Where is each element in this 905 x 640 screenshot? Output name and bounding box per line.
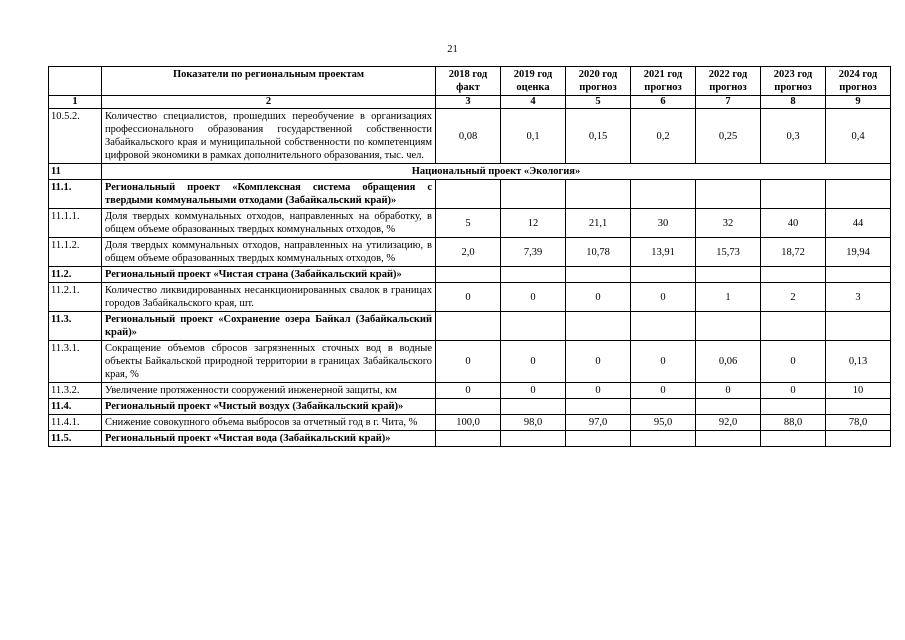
value-cell: 18,72 bbox=[761, 238, 826, 267]
indicator-row bbox=[49, 383, 891, 399]
value-cell: 0 bbox=[501, 283, 566, 312]
header-year: 2021 год прогноз bbox=[631, 67, 696, 96]
value-cell: 0 bbox=[696, 383, 761, 399]
value-cell: 1 bbox=[696, 283, 761, 312]
value-cell: 44 bbox=[826, 209, 891, 238]
value-cell bbox=[696, 180, 761, 209]
indicator-row bbox=[49, 415, 891, 431]
value-cell: 0,15 bbox=[566, 109, 631, 164]
value-cell: 98,0 bbox=[501, 415, 566, 431]
header-year: 2019 год оценка bbox=[501, 67, 566, 96]
value-cell bbox=[761, 180, 826, 209]
regional-project-title: Региональный проект «Чистая вода (Забайкальский край)» bbox=[102, 431, 436, 447]
value-cell: 92,0 bbox=[696, 415, 761, 431]
value-cell bbox=[566, 399, 631, 415]
value-cell bbox=[631, 180, 696, 209]
column-number: 3 bbox=[436, 96, 501, 109]
regional-project-row bbox=[49, 312, 891, 341]
indicator-row bbox=[49, 109, 891, 164]
column-number: 1 bbox=[49, 96, 102, 109]
value-cell: 13,91 bbox=[631, 238, 696, 267]
value-cell bbox=[501, 431, 566, 447]
value-cell bbox=[501, 267, 566, 283]
row-code: 11.1. bbox=[49, 180, 102, 209]
value-cell: 0,13 bbox=[826, 341, 891, 383]
indicator-row bbox=[49, 341, 891, 383]
regional-project-title: Региональный проект «Сохранение озера Байкал (Забайкальский край)» bbox=[102, 312, 436, 341]
column-number: 7 bbox=[696, 96, 761, 109]
value-cell: 10,78 bbox=[566, 238, 631, 267]
value-cell bbox=[436, 267, 501, 283]
value-cell: 21,1 bbox=[566, 209, 631, 238]
column-number: 8 bbox=[761, 96, 826, 109]
value-cell: 0 bbox=[761, 341, 826, 383]
table-body bbox=[49, 109, 891, 447]
row-code: 11.1.1. bbox=[49, 209, 102, 238]
value-cell: 0 bbox=[761, 383, 826, 399]
value-cell: 3 bbox=[826, 283, 891, 312]
column-number: 2 bbox=[102, 96, 436, 109]
value-cell bbox=[566, 267, 631, 283]
row-code: 11.4.1. bbox=[49, 415, 102, 431]
value-cell bbox=[826, 267, 891, 283]
value-cell: 0 bbox=[631, 383, 696, 399]
indicator-row bbox=[49, 209, 891, 238]
indicator-row bbox=[49, 283, 891, 312]
value-cell bbox=[501, 399, 566, 415]
header-code-cell bbox=[49, 67, 102, 96]
value-cell: 32 bbox=[696, 209, 761, 238]
header-year: 2018 год факт bbox=[436, 67, 501, 96]
value-cell bbox=[631, 267, 696, 283]
column-number: 9 bbox=[826, 96, 891, 109]
value-cell bbox=[696, 267, 761, 283]
header-indicator: Показатели по региональным проектам bbox=[102, 67, 436, 96]
row-code: 11.3.2. bbox=[49, 383, 102, 399]
value-cell bbox=[696, 312, 761, 341]
value-cell: 0 bbox=[566, 341, 631, 383]
value-cell: 10 bbox=[826, 383, 891, 399]
value-cell: 2,0 bbox=[436, 238, 501, 267]
indicator-text: Количество ликвидированных несанкционированных свалок в границах городов Забайкальского края, шт. bbox=[102, 283, 436, 312]
value-cell: 0 bbox=[436, 341, 501, 383]
indicator-text: Снижение совокупного объема выбросов за отчетный год в г. Чита, % bbox=[102, 415, 436, 431]
indicator-text: Увеличение протяженности сооружений инженерной защиты, км bbox=[102, 383, 436, 399]
regional-project-title: Региональный проект «Чистый воздух (Забайкальский край)» bbox=[102, 399, 436, 415]
national-project-title: Национальный проект «Экология» bbox=[102, 164, 891, 180]
header-year: 2022 год прогноз bbox=[696, 67, 761, 96]
column-number-row bbox=[49, 96, 891, 109]
value-cell bbox=[696, 431, 761, 447]
value-cell bbox=[436, 180, 501, 209]
value-cell bbox=[631, 431, 696, 447]
row-code: 11.5. bbox=[49, 431, 102, 447]
row-code: 11.3. bbox=[49, 312, 102, 341]
regional-project-row bbox=[49, 431, 891, 447]
value-cell bbox=[826, 312, 891, 341]
table-header-row bbox=[49, 67, 891, 96]
value-cell bbox=[501, 312, 566, 341]
value-cell: 0,08 bbox=[436, 109, 501, 164]
value-cell bbox=[696, 399, 761, 415]
value-cell: 40 bbox=[761, 209, 826, 238]
indicators-table bbox=[48, 66, 891, 447]
value-cell bbox=[761, 399, 826, 415]
value-cell: 88,0 bbox=[761, 415, 826, 431]
value-cell: 97,0 bbox=[566, 415, 631, 431]
value-cell bbox=[566, 312, 631, 341]
national-project-row bbox=[49, 164, 891, 180]
row-code: 11.4. bbox=[49, 399, 102, 415]
indicator-row bbox=[49, 238, 891, 267]
value-cell: 0 bbox=[631, 283, 696, 312]
value-cell bbox=[826, 431, 891, 447]
regional-project-title: Региональный проект «Комплексная система обращения с твердыми коммунальными отходами (Забайкальский край)» bbox=[102, 180, 436, 209]
value-cell: 0,3 bbox=[761, 109, 826, 164]
value-cell bbox=[761, 312, 826, 341]
value-cell: 100,0 bbox=[436, 415, 501, 431]
value-cell: 0 bbox=[436, 283, 501, 312]
value-cell bbox=[761, 267, 826, 283]
value-cell: 0 bbox=[566, 383, 631, 399]
indicator-text: Количество специалистов, прошедших переобучение в организациях профессионального образования государственной собственности Забайкальского края и муниципальной собственности по компетенциям цифровой экономики в рамках дополнительного образования, тыс. чел. bbox=[102, 109, 436, 164]
header-year: 2023 год прогноз bbox=[761, 67, 826, 96]
value-cell bbox=[566, 431, 631, 447]
value-cell: 12 bbox=[501, 209, 566, 238]
value-cell: 0 bbox=[631, 341, 696, 383]
indicator-text: Доля твердых коммунальных отходов, направленных на утилизацию, в общем объеме образованных твердых коммунальных отходов, % bbox=[102, 238, 436, 267]
value-cell bbox=[631, 312, 696, 341]
value-cell: 0,4 bbox=[826, 109, 891, 164]
regional-project-row bbox=[49, 399, 891, 415]
value-cell bbox=[436, 312, 501, 341]
value-cell: 0 bbox=[501, 383, 566, 399]
value-cell: 30 bbox=[631, 209, 696, 238]
column-number: 5 bbox=[566, 96, 631, 109]
value-cell: 0,1 bbox=[501, 109, 566, 164]
value-cell: 0,25 bbox=[696, 109, 761, 164]
column-number: 6 bbox=[631, 96, 696, 109]
value-cell: 0 bbox=[566, 283, 631, 312]
value-cell: 0,06 bbox=[696, 341, 761, 383]
indicator-text: Сокращение объемов сбросов загрязненных сточных вод в водные объекты Байкальской природной территории в границах Забайкальского края, % bbox=[102, 341, 436, 383]
value-cell: 78,0 bbox=[826, 415, 891, 431]
value-cell: 5 bbox=[436, 209, 501, 238]
value-cell bbox=[761, 431, 826, 447]
value-cell: 19,94 bbox=[826, 238, 891, 267]
row-code: 11.2. bbox=[49, 267, 102, 283]
row-code: 11.2.1. bbox=[49, 283, 102, 312]
page-number: 21 bbox=[447, 44, 458, 55]
value-cell: 2 bbox=[761, 283, 826, 312]
value-cell bbox=[631, 399, 696, 415]
column-number: 4 bbox=[501, 96, 566, 109]
row-code: 11.3.1. bbox=[49, 341, 102, 383]
header-year: 2020 год прогноз bbox=[566, 67, 631, 96]
value-cell: 95,0 bbox=[631, 415, 696, 431]
header-year: 2024 год прогноз bbox=[826, 67, 891, 96]
value-cell bbox=[566, 180, 631, 209]
value-cell bbox=[436, 399, 501, 415]
regional-project-row bbox=[49, 267, 891, 283]
row-code: 11 bbox=[49, 164, 102, 180]
value-cell bbox=[826, 180, 891, 209]
value-cell bbox=[436, 431, 501, 447]
value-cell: 0 bbox=[436, 383, 501, 399]
value-cell: 7,39 bbox=[501, 238, 566, 267]
regional-project-title: Региональный проект «Чистая страна (Забайкальский край)» bbox=[102, 267, 436, 283]
indicator-text: Доля твердых коммунальных отходов, направленных на обработку, в общем объеме образованных твердых коммунальных отходов, % bbox=[102, 209, 436, 238]
row-code: 10.5.2. bbox=[49, 109, 102, 164]
row-code: 11.1.2. bbox=[49, 238, 102, 267]
value-cell: 0,2 bbox=[631, 109, 696, 164]
value-cell: 0 bbox=[501, 341, 566, 383]
regional-project-row bbox=[49, 180, 891, 209]
value-cell bbox=[826, 399, 891, 415]
value-cell: 15,73 bbox=[696, 238, 761, 267]
value-cell bbox=[501, 180, 566, 209]
